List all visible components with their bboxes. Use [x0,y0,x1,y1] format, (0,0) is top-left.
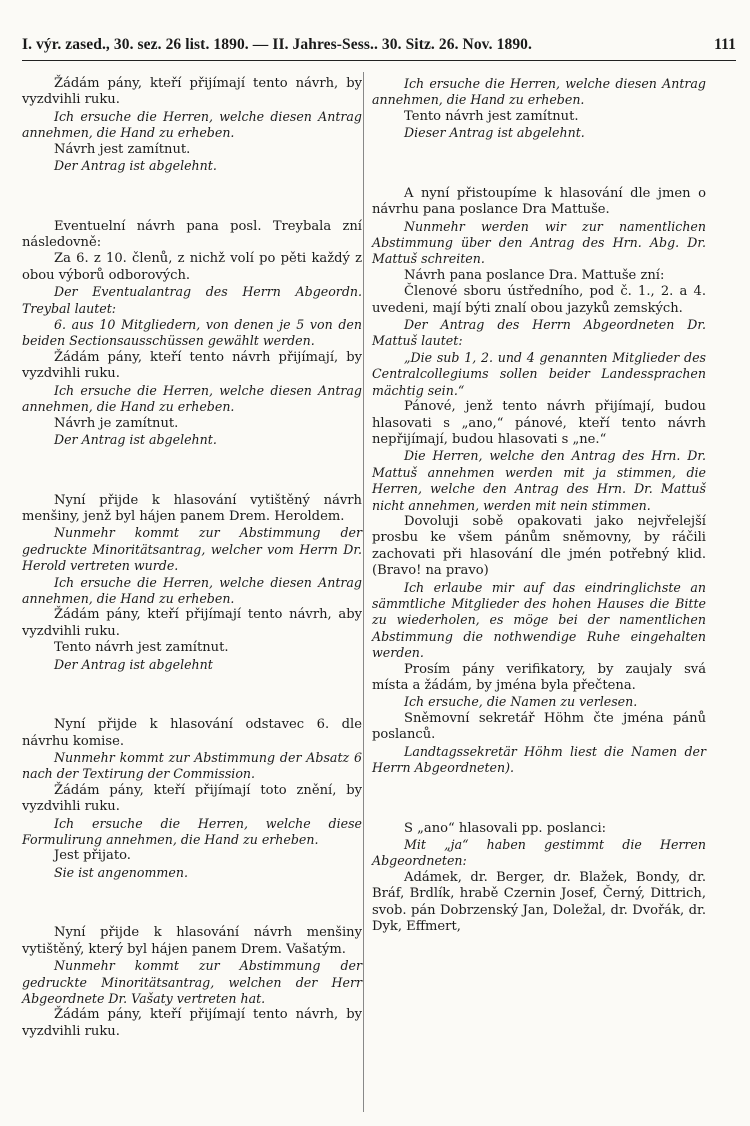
czech-paragraph: Žádám pány, kteří přijímají tento návrh, aby vyzdvihli ruku. [22,607,362,639]
czech-paragraph: Eventuelní návrh pana posl. Treybala zní následovně: [22,218,362,251]
czech-paragraph: Adámek, dr. Berger, dr. Blažek, Bondy, dr. Bráf, Brdlík, hrabě Czernin Josef, Černý, Dittrich, svob. pán Dobrzenský Jan, Doležal, dr. Dvořák, dr. Dyk, Effmert, [372,869,706,935]
running-header [22,36,736,54]
czech-paragraph: Návrh jest zamítnut. [54,141,191,157]
german-paragraph: Der Antrag des Herrn Abgeordneten Dr. Mattuš lautet: [372,317,706,349]
header-text: I. výr. zased., 30. sez. 26 list. 1890. — II. Jahres-Sess.. 30. Sitz. 26. Nov. 1890. [22,36,532,53]
german-paragraph: 6. aus 10 Mitgliedern, von denen je 5 von den beiden Sectionsausschüssen gewählt werden. [22,317,362,349]
german-paragraph: Sie ist angenommen. [54,864,188,880]
paragraph-gap [22,894,362,912]
czech-paragraph: Členové sboru ústředního, pod č. 1., 2. a 4. uvedeni, mají býti znalí obou jazyků zemských. [372,284,706,316]
column-divider [363,72,364,1112]
czech-paragraph: Tento návrh jest zamítnut. [404,108,579,124]
german-paragraph: Ich ersuche, die Namen zu verlesen. [404,694,638,710]
paragraph-gap [372,790,706,808]
czech-paragraph: Prosím pány verifikatory, by zaujaly svá místa a žádám, by jména byla přečtena. [372,661,706,693]
czech-paragraph: Nyní přijde k hlasování návrh menšiny vytištěný, který byl hájen panem Drem. Vašatým. [22,925,362,957]
czech-paragraph: Pánové, jenž tento návrh přijímají, budou hlasovati s „ano,“ pánové, kteří tento návrh nepřijímají, budou hlasovati s „ne.“ [372,399,706,447]
german-paragraph: Der Eventualantrag des Herrn Abgeordn. Treybal lautet: [22,284,362,316]
german-paragraph: Ich ersuche die Herren, welche diesen Antrag annehmen, die Hand zu erheben. [22,108,362,141]
czech-paragraph: Žádám pány, kteří tento návrh přijímají, by vyzdvihli ruku. [22,349,362,382]
german-paragraph: Ich ersuche die Herren, welche diesen Antrag annehmen, die Hand zu erheben. [22,574,362,606]
german-paragraph: Mit „ja“ haben gestimmt die Herren Abgeordneten: [372,837,706,869]
czech-paragraph: Dovoluji sobě opakovati jako nejvřelejší prosbu ke všem pánům sněmovny, by ráčili zachovati při hlasování dle jmén potřebný klid. (Bravo! na pravo) [372,513,706,579]
german-paragraph: Der Antrag ist abgelehnt. [54,431,217,447]
german-paragraph: Nunmehr kommt zur Abstimmung der gedruckte Minoritätsantrag, welchen der Herr Abgeordnete Dr. Vašaty vertreten hat. [22,958,362,1007]
czech-paragraph: Nyní přijde k hlasování odstavec 6. dle návrhu komise. [22,717,362,749]
page-number: 111 [714,36,736,53]
paragraph-gap [22,188,362,206]
czech-paragraph: Žádám pány, kteří přijímají toto znění, by vyzdvihli ruku. [22,782,362,815]
paragraph-gap [22,461,362,479]
czech-paragraph: Nyní přijde k hlasování vytištěný návrh menšiny, jenž byl hájen panem Drem. Heroldem. [22,492,362,524]
czech-paragraph: Návrh pana poslance Dra. Mattuše zní: [404,267,665,283]
german-paragraph: Nunmehr werden wir zur namentlichen Abstimmung über den Antrag des Hrn. Abg. Dr. Mattuš schreiten. [372,218,706,267]
german-paragraph: Dieser Antrag ist abgelehnt. [404,125,585,141]
left-column [22,76,362,1040]
czech-paragraph: Tento návrh jest zamítnut. [54,640,229,656]
paragraph-gap [372,155,706,173]
german-paragraph: Ich ersuche die Herren, welche diesen Antrag annehmen, die Hand zu erheben. [372,76,706,108]
czech-paragraph: Návrh je zamítnut. [54,415,179,431]
czech-paragraph: Za 6. z 10. členů, z nichž volí po pěti každý z obou výborů odborových. [22,251,362,283]
czech-paragraph: A nyní přistoupíme k hlasování dle jmen o návrhu pana poslance Dra Mattuše. [372,185,706,218]
german-paragraph: Landtagssekretär Höhm liest die Namen der Herrn Abgeordneten). [372,743,706,776]
czech-paragraph: Žádám pány, kteří přijímají tento návrh, by vyzdvihli ruku. [22,76,362,108]
paragraph-gap [22,686,362,704]
header-rule [22,60,736,61]
german-paragraph: Ich ersuche die Herren, welche diese Formulirung annehmen, die Hand zu erheben. [22,815,362,847]
czech-paragraph: S „ano“ hlasovali pp. poslanci: [404,820,607,836]
german-paragraph: Nunmehr kommt zur Abstimmung der Absatz 6 nach der Textirung der Commission. [22,749,362,782]
german-paragraph: Nunmehr kommt zur Abstimmung der gedruckte Minoritätsantrag, welcher vom Herrn Dr. Herold vertreten wurde. [22,525,362,574]
german-paragraph: Der Antrag ist abgelehnt [54,656,213,672]
czech-paragraph: Žádám pány, kteří přijímají tento návrh, by vyzdvihli ruku. [22,1007,362,1039]
czech-paragraph: Sněmovní sekretář Höhm čte jména pánů poslanců. [372,710,706,743]
german-paragraph: „Die sub 1, 2. und 4 genannten Mitglieder des Centralcollegiums sollen beider Landessprachen mächtig sein.“ [372,349,706,398]
german-paragraph: Ich erlaube mir auf das eindringlichste an sämmtliche Mitglieder des hohen Hauses die Bitte zu wiederholen, es möge bei der namentlichen Abstimmung die nothwendige Ruhe eingehalten werden. [372,579,706,661]
right-column [372,76,706,935]
czech-paragraph: Jest přijato. [54,848,131,864]
german-paragraph: Ich ersuche die Herren, welche diesen Antrag annehmen, die Hand zu erheben. [22,382,362,415]
german-paragraph: Die Herren, welche den Antrag des Hrn. Dr. Mattuš annehmen werden mit ja stimmen, die Herren, welche den Antrag des Hrn. Dr. Mattuš nicht annehmen, werden mit nein stimmen. [372,448,706,513]
german-paragraph: Der Antrag ist abgelehnt. [54,158,217,174]
